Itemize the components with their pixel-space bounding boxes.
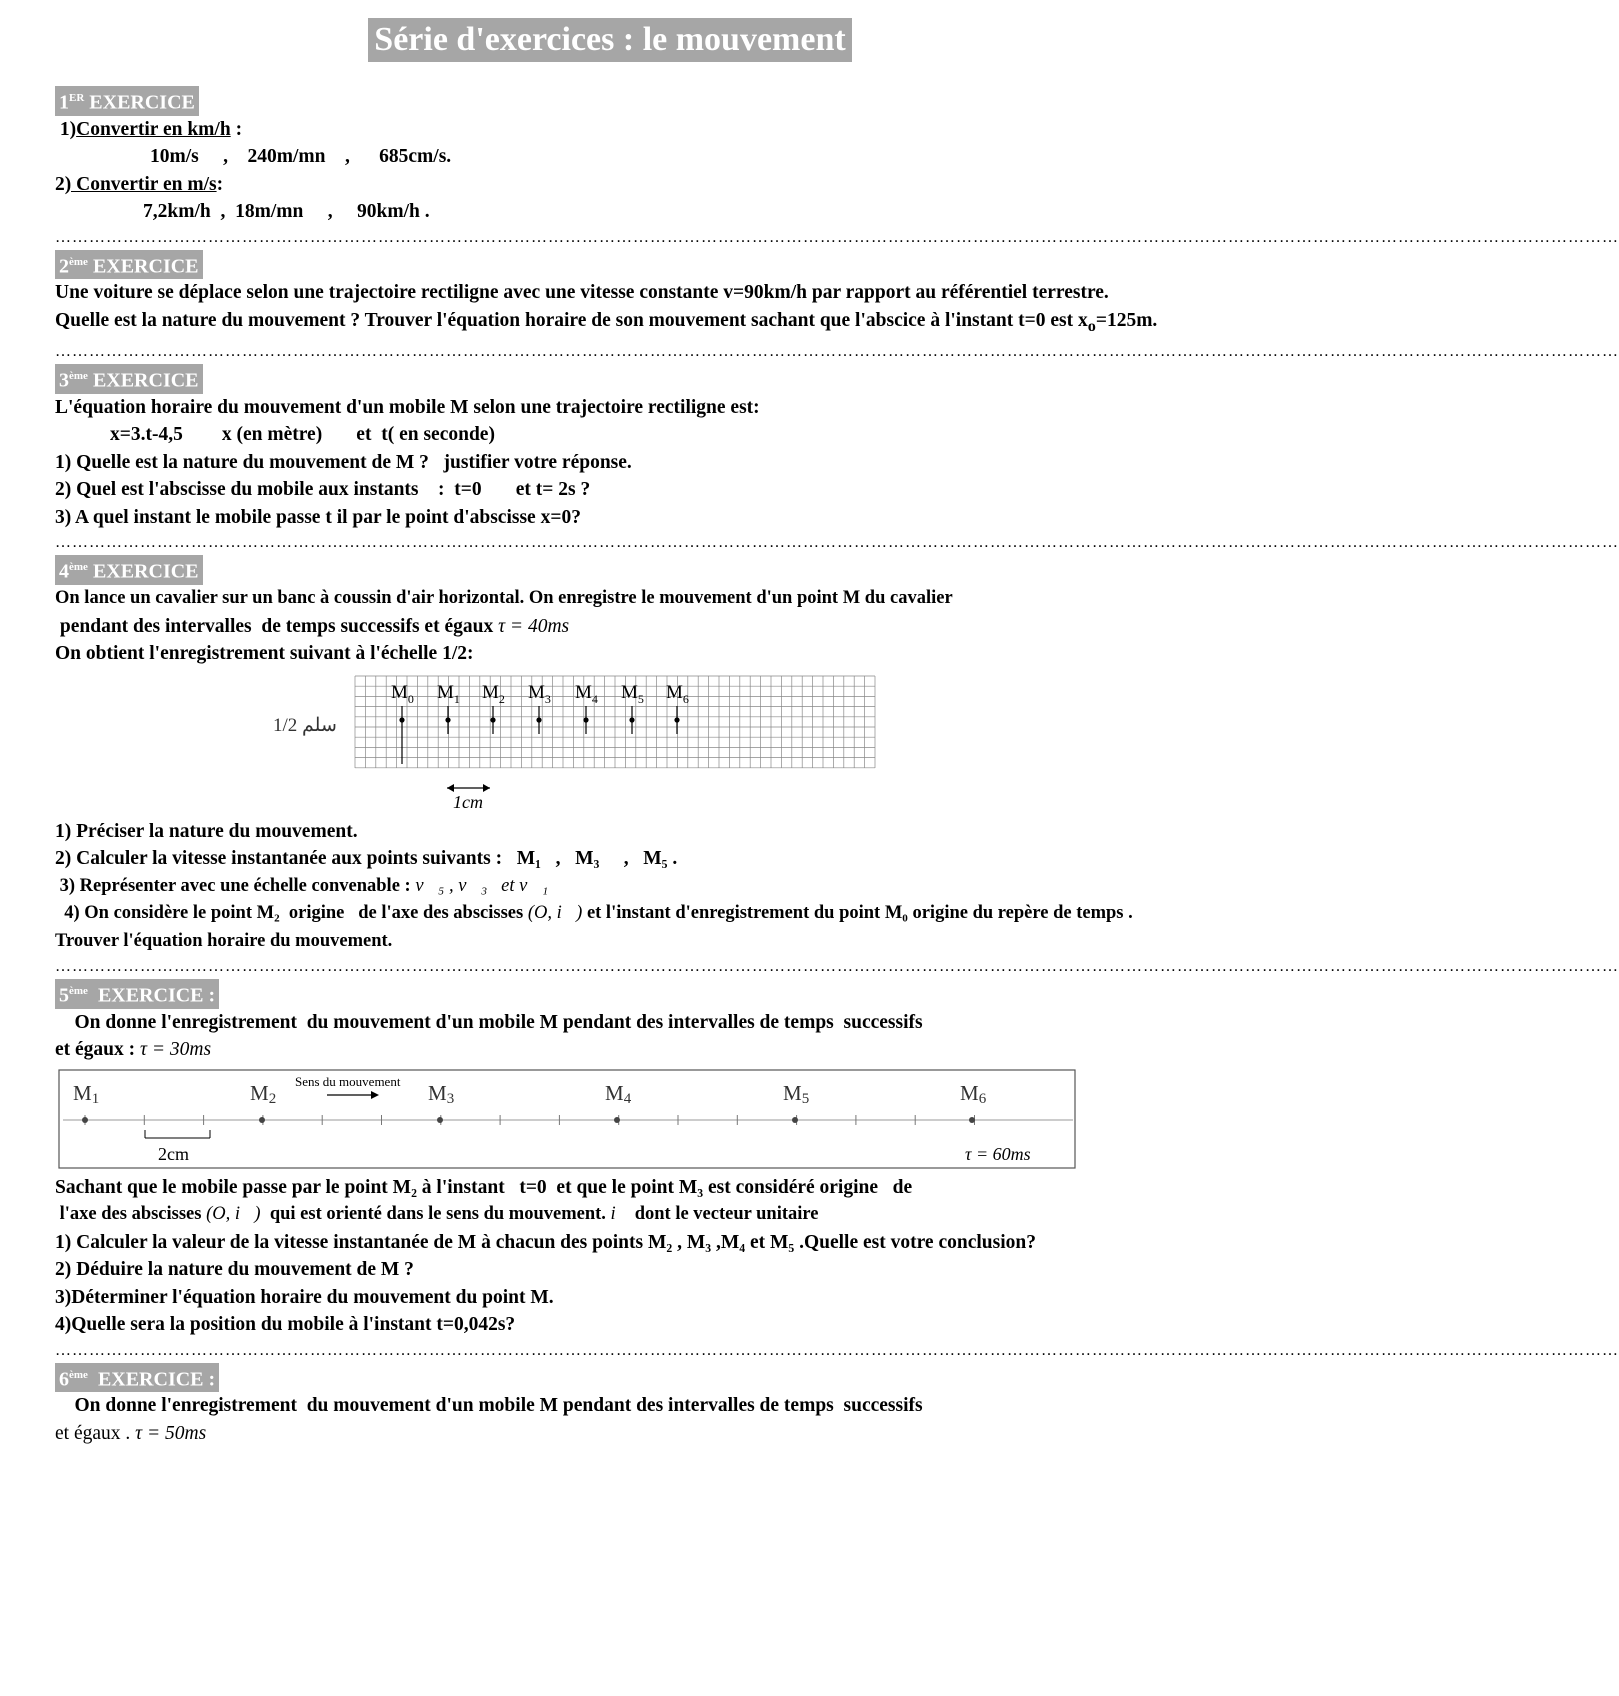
point-label-M1: $M_1$ xyxy=(437,681,460,706)
ex4-question-4: 4) On considère le point M₂ origine de l'axe des abscisses (O, i⃗) et l'instant d'enregistrement du point M₀ origine du repère de temps . Trouver l'équation horaire du mouvement. xyxy=(55,903,1133,951)
scale-label: 1/2 سلم xyxy=(273,714,337,736)
page-title: Série d'exercices : le mouvement xyxy=(368,18,851,62)
unit-arrow-head-left xyxy=(447,784,454,792)
separator: …………………………………………………………………………………………………………………………………………………………………………………………………………………………………………………… xyxy=(55,1341,1619,1359)
ex3-question-2: 2) Quel est l'abscisse du mobile aux instants : t=0 et t= 2s ? xyxy=(55,479,591,501)
direction-arrow-head xyxy=(371,1091,379,1099)
unit-arrow-head-right xyxy=(483,784,490,792)
unit-label: 1cm xyxy=(453,791,483,812)
separator: …………………………………………………………………………………………………………………………………………………………………………………………………………………………………………………… xyxy=(55,534,1619,552)
point-dot xyxy=(399,717,404,722)
point-dot xyxy=(536,717,541,722)
ex1-values-1: 10m/s , 240m/mn , 685cm/s. xyxy=(150,146,452,168)
recording-tape-2 xyxy=(55,1064,1165,1174)
point-dot xyxy=(629,717,634,722)
worksheet-page xyxy=(55,18,1619,1447)
ex4-statement: On lance un cavalier sur un banc à coussin d'air horizontal. On enregistre le mouvement d'un point M du cavalier xyxy=(55,588,953,609)
point-dot xyxy=(259,1117,265,1123)
point-label-M3: M3 xyxy=(428,1080,455,1107)
recording-figure-1 xyxy=(55,668,1165,818)
exercise-3 xyxy=(55,362,1165,531)
ex5-question-1: 1) Calculer la valeur de la vitesse instantanée de M à chacun des points M₂ , M₃ ,M₄ et M₅ .Quelle est votre conclusion? xyxy=(55,1231,1036,1253)
point-label-M4: $M_4$ xyxy=(575,681,598,706)
ex6-interval: et égaux . τ = 50ms xyxy=(55,1422,207,1444)
point-dot xyxy=(490,717,495,722)
exercise-4-heading: 4ème EXERCICE xyxy=(55,555,203,585)
point-label-M2: $M_2$ xyxy=(482,681,505,706)
ex1-values-2: 7,2km/h , 18m/mn , 90km/h . xyxy=(143,201,430,223)
point-dot xyxy=(445,717,450,722)
ex5-interval: et égaux : τ = 30ms xyxy=(55,1039,212,1061)
ex3-question-1: 1) Quelle est la nature du mouvement de M ? justifier votre réponse. xyxy=(55,451,632,473)
ex2-statement: Une voiture se déplace selon une trajectoire rectiligne avec une vitesse constante v=90km/h par rapport au référentiel terrestre. xyxy=(55,282,1109,304)
point-label-M3: $M_3$ xyxy=(528,681,551,706)
point-dot xyxy=(674,717,679,722)
separator: …………………………………………………………………………………………………………………………………………………………………………………………………………………………………………………… xyxy=(55,958,1619,976)
ex5-statement: On donne l'enregistrement du mouvement d'un mobile M pendant des intervalles de temps successifs xyxy=(55,1011,923,1033)
exercise-2 xyxy=(55,248,1165,341)
exercise-6 xyxy=(55,1361,1165,1448)
ex4-question-3: 3) Représenter avec une échelle convenable : v⃗₅ , v⃗₃ et v⃗₁ xyxy=(55,875,549,896)
point-dot xyxy=(437,1117,443,1123)
ex5-question-4: 4)Quelle sera la position du mobile à l'instant t=0,042s? xyxy=(55,1314,516,1336)
point-dot xyxy=(792,1117,798,1123)
point-label-M2: M2 xyxy=(250,1080,277,1107)
direction-label: Sens du mouvement xyxy=(295,1073,401,1089)
point-dot xyxy=(969,1117,975,1123)
separator: …………………………………………………………………………………………………………………………………………………………………………………………………………………………………………………… xyxy=(55,343,1619,361)
point-label-M5: M5 xyxy=(783,1080,810,1107)
exercise-4 xyxy=(55,553,1165,955)
point-dot xyxy=(583,717,588,722)
tape-frame xyxy=(59,1070,1075,1168)
ex5-question-2: 2) Déduire la nature du mouvement de M ? xyxy=(55,1259,414,1281)
ex2-question: Quelle est la nature du mouvement ? Trouver l'équation horaire de son mouvement sachant que l'abscice à l'instant t=0 est $x_o=125m$. xyxy=(55,309,1158,335)
point-label-M5: $M_5$ xyxy=(621,681,644,706)
ex1-question-1: 1)Convertir en km/h : xyxy=(59,118,243,140)
exercise-2-heading: 2ème EXERCICE xyxy=(55,250,203,280)
point-dot xyxy=(614,1117,620,1123)
point-dot xyxy=(82,1117,88,1123)
exercise-5 xyxy=(55,977,1165,1339)
recording-figure-2 xyxy=(55,1064,1165,1174)
point-label-M4: M4 xyxy=(605,1080,632,1107)
exercise-6-heading: 6ème EXERCICE : xyxy=(55,1363,219,1393)
exercise-3-heading: 3ème EXERCICE xyxy=(55,364,203,394)
exercise-5-heading: 5ème EXERCICE : xyxy=(55,979,219,1009)
ex5-context-1: Sachant que le mobile passe par le point M₂ à l'instant t=0 et que le point M₃ est considéré origine de xyxy=(55,1176,913,1198)
recording-tape-1 xyxy=(55,668,1165,818)
tau-label: τ = 60ms xyxy=(965,1143,1031,1164)
point-label-M6: $M_6$ xyxy=(666,681,689,706)
ex5-question-3: 3)Déterminer l'équation horaire du mouvement du point M. xyxy=(55,1286,554,1308)
point-label-M0: $M_0$ xyxy=(391,681,414,706)
ex3-question-3: 3) A quel instant le mobile passe t il par le point d'abscisse x=0? xyxy=(55,506,581,528)
ex3-equation: x=3.t-4,5 x (en mètre) et t( en seconde) xyxy=(110,424,495,446)
ex3-intro: L'équation horaire du mouvement d'un mobile M selon une trajectoire rectiligne est: xyxy=(55,396,760,418)
unit-label: 2cm xyxy=(158,1143,189,1164)
ex1-question-2: 2) Convertir en m/s: xyxy=(55,173,224,195)
separator: …………………………………………………………………………………………………………………………………………………………………………………………………………………………………………………… xyxy=(55,228,1619,246)
ex4-question-2: 2) Calculer la vitesse instantanée aux points suivants : M₁ , M₃ , M₅ . xyxy=(55,848,678,870)
point-label-M6: M6 xyxy=(960,1080,987,1107)
exercise-1 xyxy=(55,84,1165,226)
ex6-statement: On donne l'enregistrement du mouvement d'un mobile M pendant des intervalles de temps successifs xyxy=(55,1395,923,1417)
exercise-1-heading: 1ER EXERCICE xyxy=(55,86,199,116)
ex4-interval: pendant des intervalles de temps successifs et égaux τ = 40ms xyxy=(55,615,570,637)
point-label-M1: M1 xyxy=(73,1080,100,1107)
ex5-context-2: l'axe des abscisses (O, i⃗) qui est orienté dans le sens du mouvement. i⃗ dont le vecteur unitaire xyxy=(55,1204,819,1225)
ex4-recording-intro: On obtient l'enregistrement suivant à l'échelle 1/2: xyxy=(55,643,474,665)
ex4-question-1: 1) Préciser la nature du mouvement. xyxy=(55,820,358,842)
